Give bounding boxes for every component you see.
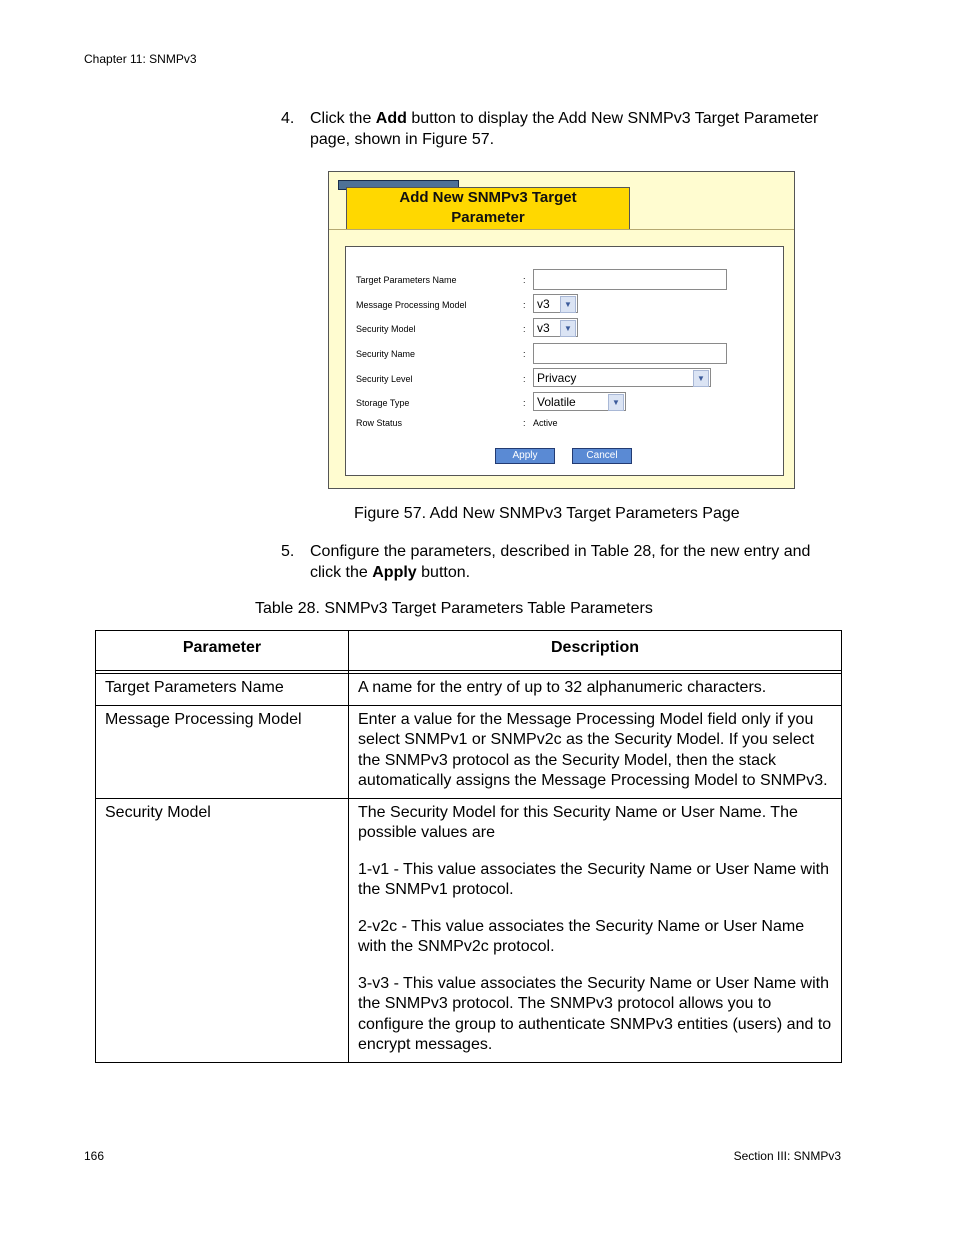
param-cell: Message Processing Model (96, 705, 349, 798)
security-name-input[interactable] (533, 343, 727, 364)
figure-add-target-parameter (328, 171, 795, 489)
table-caption: Table 28. SNMPv3 Target Parameters Table Parameters (255, 600, 653, 617)
target-name-input[interactable] (533, 269, 727, 290)
row-status-value: Active (533, 418, 558, 428)
apply-button[interactable]: Apply (495, 448, 555, 464)
form-panel: Target Parameters Name : Message Processing Model : v3 ▼ Security Model : v3 ▼ Security Name : Security Level : Privacy ▼ Storage Type : Volatile ▼ Row Status : Active Apply Cancel (345, 246, 784, 476)
table-row (96, 798, 842, 1062)
chevron-down-icon: ▼ (560, 320, 576, 337)
divider (329, 229, 794, 230)
step-text: Click the Add button to display the Add New SNMPv3 Target Parameter page, shown in Figure 57. (310, 110, 819, 148)
table-row (96, 705, 842, 798)
desc-cell: Enter a value for the Message Processing Model field only if you select SNMPv1 or SNMPv2c as the Security Model. If you select the SNMPv3 protocol as the Security Model, then the stack automatically assigns the Message Processing Model to SNMPv3. (349, 705, 842, 798)
table-row (96, 674, 842, 706)
column-header: Parameter (96, 631, 349, 671)
section-footer: Section III: SNMPv3 (733, 1149, 841, 1163)
page-number: 166 (84, 1149, 105, 1163)
security-level-select[interactable]: Privacy ▼ (533, 368, 711, 387)
column-header: Description (349, 631, 842, 671)
page-title: Add New SNMPv3 Target Parameter (346, 187, 630, 230)
step-number: 5. (281, 543, 295, 560)
param-cell: Target Parameters Name (96, 674, 349, 706)
security-model-select[interactable]: v3 ▼ (533, 318, 578, 337)
param-cell: Security Model (96, 798, 349, 1062)
step-number: 4. (281, 110, 295, 127)
chapter-header: Chapter 11: SNMPv3 (84, 52, 197, 66)
figure-caption: Figure 57. Add New SNMPv3 Target Parameters Page (354, 505, 740, 522)
desc-cell: The Security Model for this Security Name or User Name. The possible values are 1-v1 - This value associates the Security Name or User Name with the SNMPv1 protocol. 2-v2c - This value associates the Security Name or User Name with the SNMPv2c protocol. 3-v3 - This value associates the Security Name or User Name with the SNMPv3 protocol. The SNMPv3 protocol allows you to configure the group to authenticate SNMPv3 entities (users) and to encrypt messages. (349, 798, 842, 1062)
chevron-down-icon: ▼ (693, 370, 709, 387)
mpm-select[interactable]: v3 ▼ (533, 294, 578, 313)
step-text: Configure the parameters, described in Table 28, for the new entry and click the Apply button. (310, 543, 811, 581)
desc-cell: A name for the entry of up to 32 alphanumeric characters. (349, 674, 842, 706)
cancel-button[interactable]: Cancel (572, 448, 632, 464)
parameters-table (95, 630, 842, 1063)
chevron-down-icon: ▼ (560, 296, 576, 313)
storage-type-select[interactable]: Volatile ▼ (533, 392, 626, 411)
table-header-row (96, 631, 842, 671)
chevron-down-icon: ▼ (608, 394, 624, 411)
